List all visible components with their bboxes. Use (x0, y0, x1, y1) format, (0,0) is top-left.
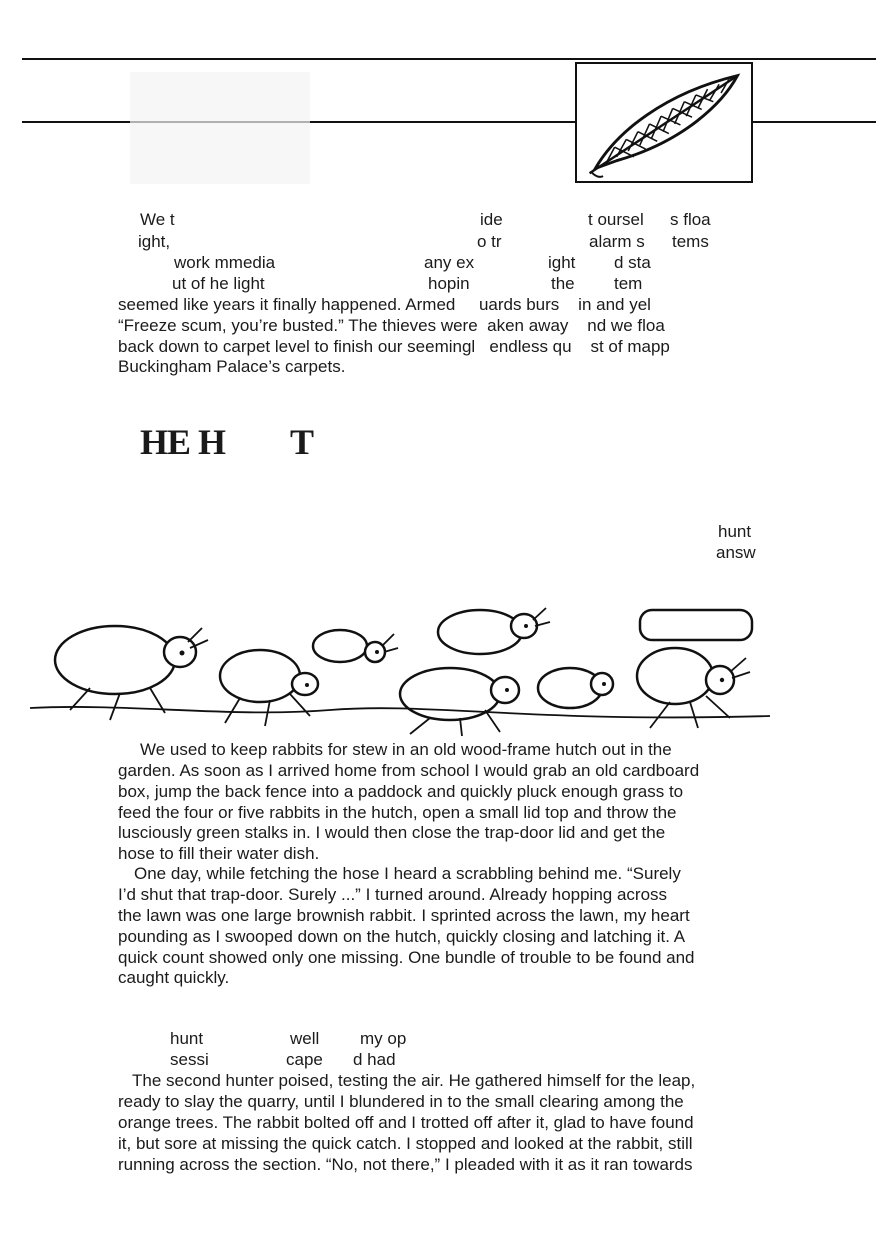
story-line: the lawn was one large brownish rabbit. I sprinted across the lawn, my heart (118, 906, 690, 925)
fragment: d had (353, 1050, 396, 1069)
paragraph-line: Buckingham Palace’s carpets. (118, 357, 346, 376)
paragraph-line: back down to carpet level to finish our seemingl endless qu st of mapp (118, 337, 670, 356)
fragment: hunt (718, 522, 752, 541)
fragment: ide (480, 210, 503, 229)
fragment: alarm s (589, 232, 645, 251)
story-line: One day, while fetching the hose I heard a scrabbling behind me. “Surely (134, 864, 681, 883)
story-line: pounding as I swooped down on the hutch, quickly closing and latching it. A (118, 927, 686, 946)
section-heading-end: T (290, 422, 314, 462)
fragment: hopin (428, 274, 470, 293)
story-line: it, but sore at missing the quick catch. I stopped and looked at the rabbit, still (118, 1134, 693, 1153)
fragment: hunt (170, 1029, 204, 1048)
fragment: o tr (477, 232, 502, 251)
fragment: tem (614, 274, 643, 293)
beetles-illustration (30, 598, 776, 738)
story-line: I’d shut that trap-door. Surely ...” I turned around. Already hopping across (118, 885, 668, 904)
story-line: The second hunter poised, testing the air. He gathered himself for the leap, (132, 1071, 696, 1090)
fragment: d sta (614, 253, 651, 272)
fragment: tems (672, 232, 709, 251)
fragment: any ex (424, 253, 475, 272)
fragment: ight (548, 253, 576, 272)
faint-print-through (130, 72, 310, 184)
paragraph-line: seemed like years it finally happened. Armed uards burs in and yel (118, 295, 651, 314)
fragment: answ (716, 543, 756, 562)
fragment: work mmedia (174, 253, 276, 272)
story-line: garden. As soon as I arrived home from school I would grab an old cardboard (118, 761, 700, 780)
story-line: We used to keep rabbits for stew in an old wood-frame hutch out in the (140, 740, 672, 759)
paragraph-line: “Freeze scum, you’re busted.” The thieves were aken away nd we floa (118, 316, 665, 335)
story-line: quick count showed only one missing. One bundle of trouble to be found and (118, 948, 695, 967)
fragment: my op (360, 1029, 407, 1048)
story-line: feed the four or five rabbits in the hutch, open a small lid top and throw the (118, 803, 677, 822)
feather-quill-icon (575, 62, 753, 183)
story-line: orange trees. The rabbit bolted off and I trotted off after it, glad to have found (118, 1113, 694, 1132)
story-line: running across the section. “No, not there,” I pleaded with it as it ran towards (118, 1155, 693, 1174)
fragment: We t (140, 210, 175, 229)
story-line: caught quickly. (118, 968, 230, 987)
fragment: sessi (170, 1050, 209, 1069)
story-line: box, jump the back fence into a paddock and quickly pluck enough grass to (118, 782, 684, 801)
feather-drawing (577, 64, 751, 181)
story-line: lusciously green stalks in. I would then close the trap-door lid and get the (118, 823, 666, 842)
section-heading: HE H (140, 422, 226, 462)
top-rule (22, 58, 876, 60)
fragment: s floa (670, 210, 711, 229)
fragment: t oursel (588, 210, 644, 229)
fragment: ut of he light (172, 274, 265, 293)
story-line: ready to slay the quarry, until I blundered in to the small clearing among the (118, 1092, 684, 1111)
fragment: the (551, 274, 575, 293)
fragment: well (290, 1029, 320, 1048)
story-line: hose to fill their water dish. (118, 844, 320, 863)
fragment: ight, (138, 232, 171, 251)
fragment: cape (286, 1050, 323, 1069)
